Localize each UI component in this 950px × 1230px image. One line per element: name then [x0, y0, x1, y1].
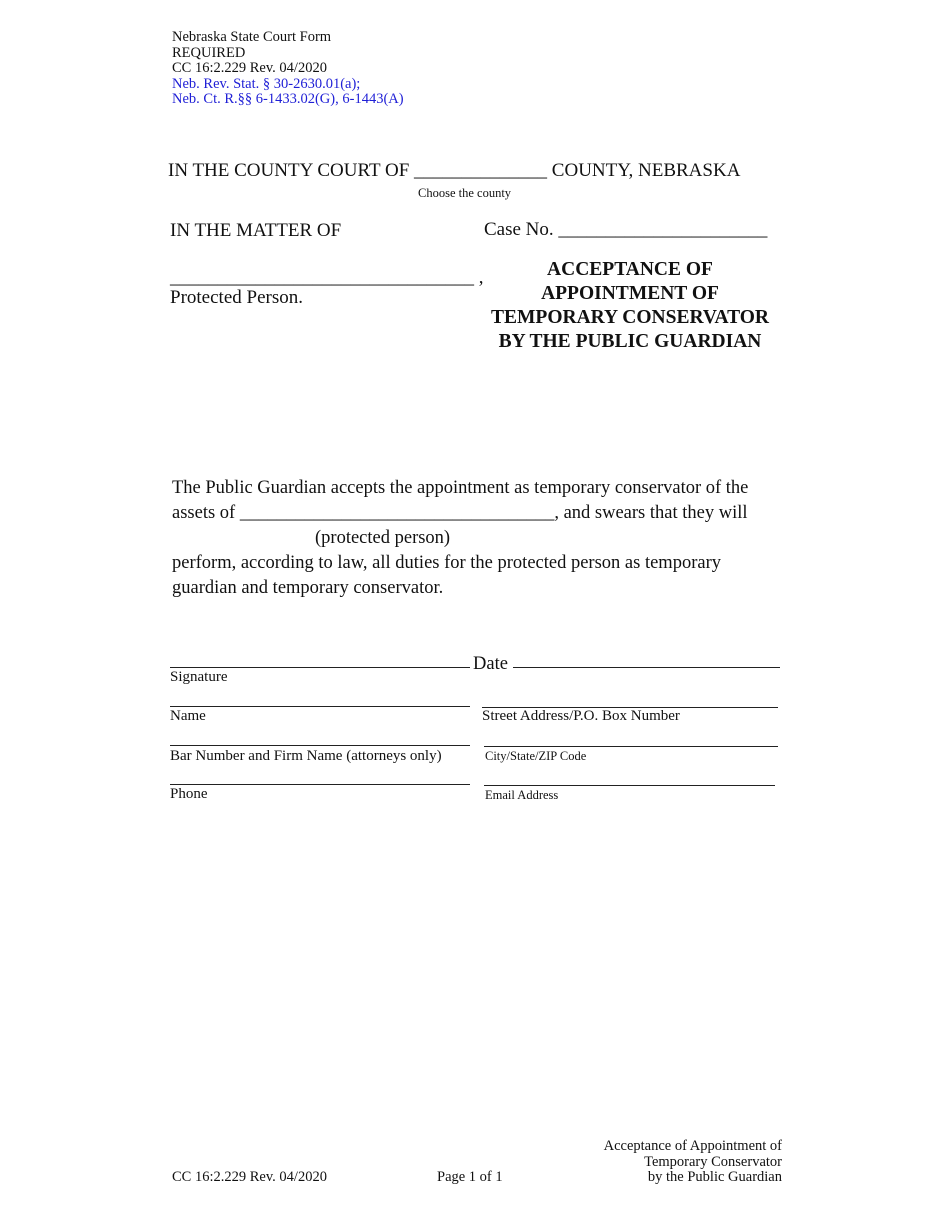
bar-number-line[interactable] — [170, 745, 470, 746]
footer-title — [604, 1139, 782, 1186]
phone-label: Phone — [170, 786, 208, 802]
protected-person-field[interactable]: ________________________________ , — [170, 267, 484, 288]
city-line[interactable] — [484, 746, 778, 747]
footer-page-number: Page 1 of 1 — [437, 1169, 503, 1185]
form-name: Nebraska State Court Form — [172, 29, 332, 45]
court-caption — [168, 160, 740, 182]
assets-of-label: assets of — [172, 503, 236, 523]
date-label: Date — [473, 654, 508, 674]
signature-label: Signature — [170, 669, 228, 685]
signature-line[interactable] — [170, 667, 470, 668]
assets-of-field[interactable]: __________________________________ — [239, 503, 555, 523]
matter-of-label: IN THE MATTER OF — [170, 220, 342, 241]
case-number — [484, 219, 767, 241]
title-line-3: TEMPORARY CONSERVATOR — [491, 307, 769, 328]
statute-link[interactable]: Neb. Rev. Stat. § 30-2630.01(a); — [172, 75, 361, 92]
email-line[interactable] — [484, 785, 775, 786]
protected-person-label: Protected Person. — [170, 287, 303, 308]
date-line[interactable] — [513, 667, 780, 668]
title-line-1: ACCEPTANCE OF — [547, 259, 713, 280]
footer-title-line-1: Acceptance of Appointment of — [603, 1138, 782, 1154]
street-label: Street Address/P.O. Box Number — [482, 708, 680, 724]
protected-person-hint: (protected person) — [315, 528, 451, 548]
body-line-4: guardian and temporary conservator. — [172, 578, 444, 598]
body-line-3: perform, according to law, all duties for the protected person as temporary — [172, 553, 721, 573]
footer-title-line-3: by the Public Guardian — [647, 1169, 782, 1185]
court-prefix: IN THE COUNTY COURT OF — [168, 160, 410, 181]
phone-line[interactable] — [170, 784, 470, 785]
county-hint: Choose the county — [418, 186, 512, 200]
form-header — [172, 30, 404, 108]
email-label: Email Address — [485, 788, 559, 802]
footer-form-number: CC 16:2.229 Rev. 04/2020 — [172, 1169, 327, 1185]
body-line-2 — [172, 503, 748, 524]
form-number: CC 16:2.229 Rev. 04/2020 — [172, 60, 327, 76]
document-title — [470, 258, 790, 354]
footer-title-line-2: Temporary Conservator — [644, 1153, 782, 1170]
title-line-2: APPOINTMENT OF — [541, 283, 719, 304]
case-no-label: Case No. — [484, 219, 554, 240]
bar-number-label: Bar Number and Firm Name (attorneys only) — [170, 748, 442, 764]
body-line-1: The Public Guardian accepts the appointment as temporary conservator of the — [172, 478, 749, 498]
required-label: REQUIRED — [172, 44, 246, 61]
county-field[interactable]: ______________ — [414, 160, 548, 181]
court-suffix: COUNTY, NEBRASKA — [551, 160, 741, 181]
name-line[interactable] — [170, 706, 470, 707]
case-no-field[interactable]: ______________________ — [558, 219, 768, 240]
swear-label: , and swears that they will — [554, 503, 748, 523]
city-label: City/State/ZIP Code — [485, 749, 587, 763]
title-line-4: BY THE PUBLIC GUARDIAN — [498, 331, 762, 352]
court-rules-link[interactable]: Neb. Ct. R.§§ 6-1433.02(G), 6-1443(A) — [172, 91, 404, 107]
name-label: Name — [170, 708, 206, 724]
